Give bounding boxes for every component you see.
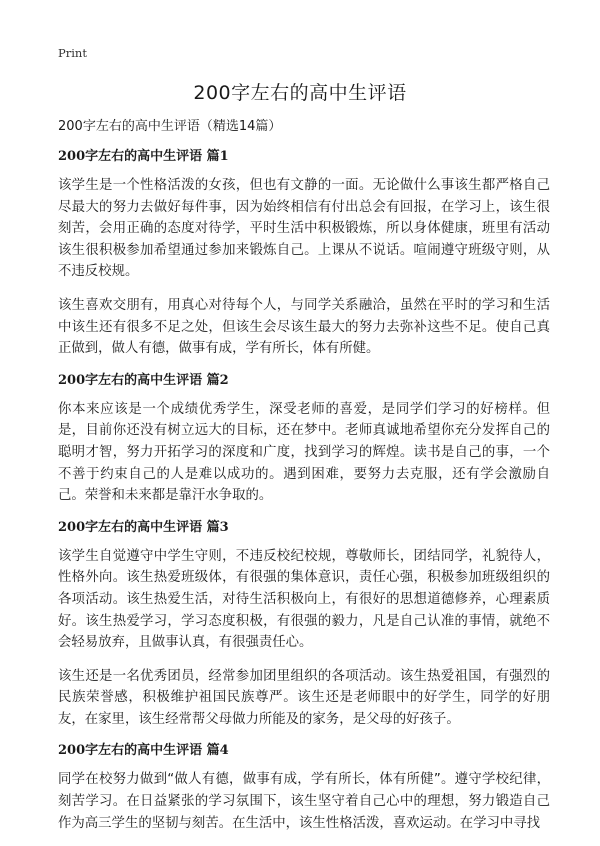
section-heading: 200字左右的高中生评语 篇2 — [58, 372, 229, 388]
section-2 — [58, 372, 550, 507]
document-body — [58, 118, 550, 846]
section-paragraph: 该学生是一个性格活泼的女孩，但也有文静的一面。无论做什么事该生都严格自己尽最大的努力去做好每件事，因为始终相信有付出总会有回报，在学习上，该生很刻苦，会用正确的态度对待学，平时生活中积极锻炼，所以身体健康，班里有活动该生很积极参加希望通过参加来锻炼自己。上课从不说话。喧闹遵守班级守则，从不违反校规。 — [58, 178, 550, 280]
section-paragraph: 你本来应该是一个成绩优秀学生，深受老师的喜爱，是同学们学习的好榜样。但是，目前你还没有树立远大的目标，还在梦中。老师真诚地希望你充分发挥自己的聪明才智，努力开拓学习的深度和广度，找到学习的辉煌。读书是自己的事，一个不善于约束自己的人是难以成功的。遇到困难，要努力去克服，还有学会激励自己。荣誉和未来都是靠汗水争取的。 — [58, 401, 550, 504]
document-title: 200字左右的高中生评语 — [193, 82, 407, 104]
section-3 — [58, 519, 550, 731]
section-paragraph: 该生喜欢交朋有，用真心对待每个人，与同学关系融洽，虽然在平时的学习和生活中该生还有很多不足之处，但该生会尽该生最大的努力去弥补这些不足。使自己真正做到，做人有德，做事有成，学有所长，体有所健。 — [58, 297, 550, 357]
section-heading: 200字左右的高中生评语 篇1 — [58, 149, 229, 164]
section-paragraph: 该生还是一名优秀团员，经常参加团里组织的各项活动。该生热爱祖国，有强烈的民族荣誉感，积极维护祖国民族尊严。该生还是老师眼中的好学生，同学的好朋友，在家里，该生经常帮父母做力所能及的家务，是父母的好孩子。 — [58, 668, 550, 727]
section-4 — [58, 742, 550, 834]
section-paragraph: 该学生自觉遵守中学生守则，不违反校纪校规，尊敬师长，团结同学，礼貌待人，性格外向。该生热爱班级体，有很强的集体意识，责任心强，积极参加班级组织的各项活动。该生热爱生活，对待生活积极向上，有很好的思想道德修养，心理素质好。该生热爱学习，学习态度积极，有很强的毅力，凡是自己认准的事情，就绝不会轻易放弃，且做事认真，有很强责任心。 — [58, 548, 550, 651]
document-subtitle: 200字左右的高中生评语（精选14篇） — [58, 119, 282, 134]
section-1 — [58, 148, 550, 360]
print-link[interactable]: Print — [58, 46, 87, 60]
section-heading: 200字左右的高中生评语 篇3 — [58, 519, 229, 535]
section-heading: 200字左右的高中生评语 篇4 — [58, 743, 229, 759]
section-paragraph: 同学在校努力做到“做人有德，做事有成，学有所长，体有所健”。遵守学校纪律，刻苦学习。在日益紧张的学习氛围下，该生坚守着自己心中的理想，努力锻造自己作为高三学生的坚韧与刻苦。在生活中，该生性格活泼，喜欢运动。在学习中寻找 — [58, 772, 550, 831]
